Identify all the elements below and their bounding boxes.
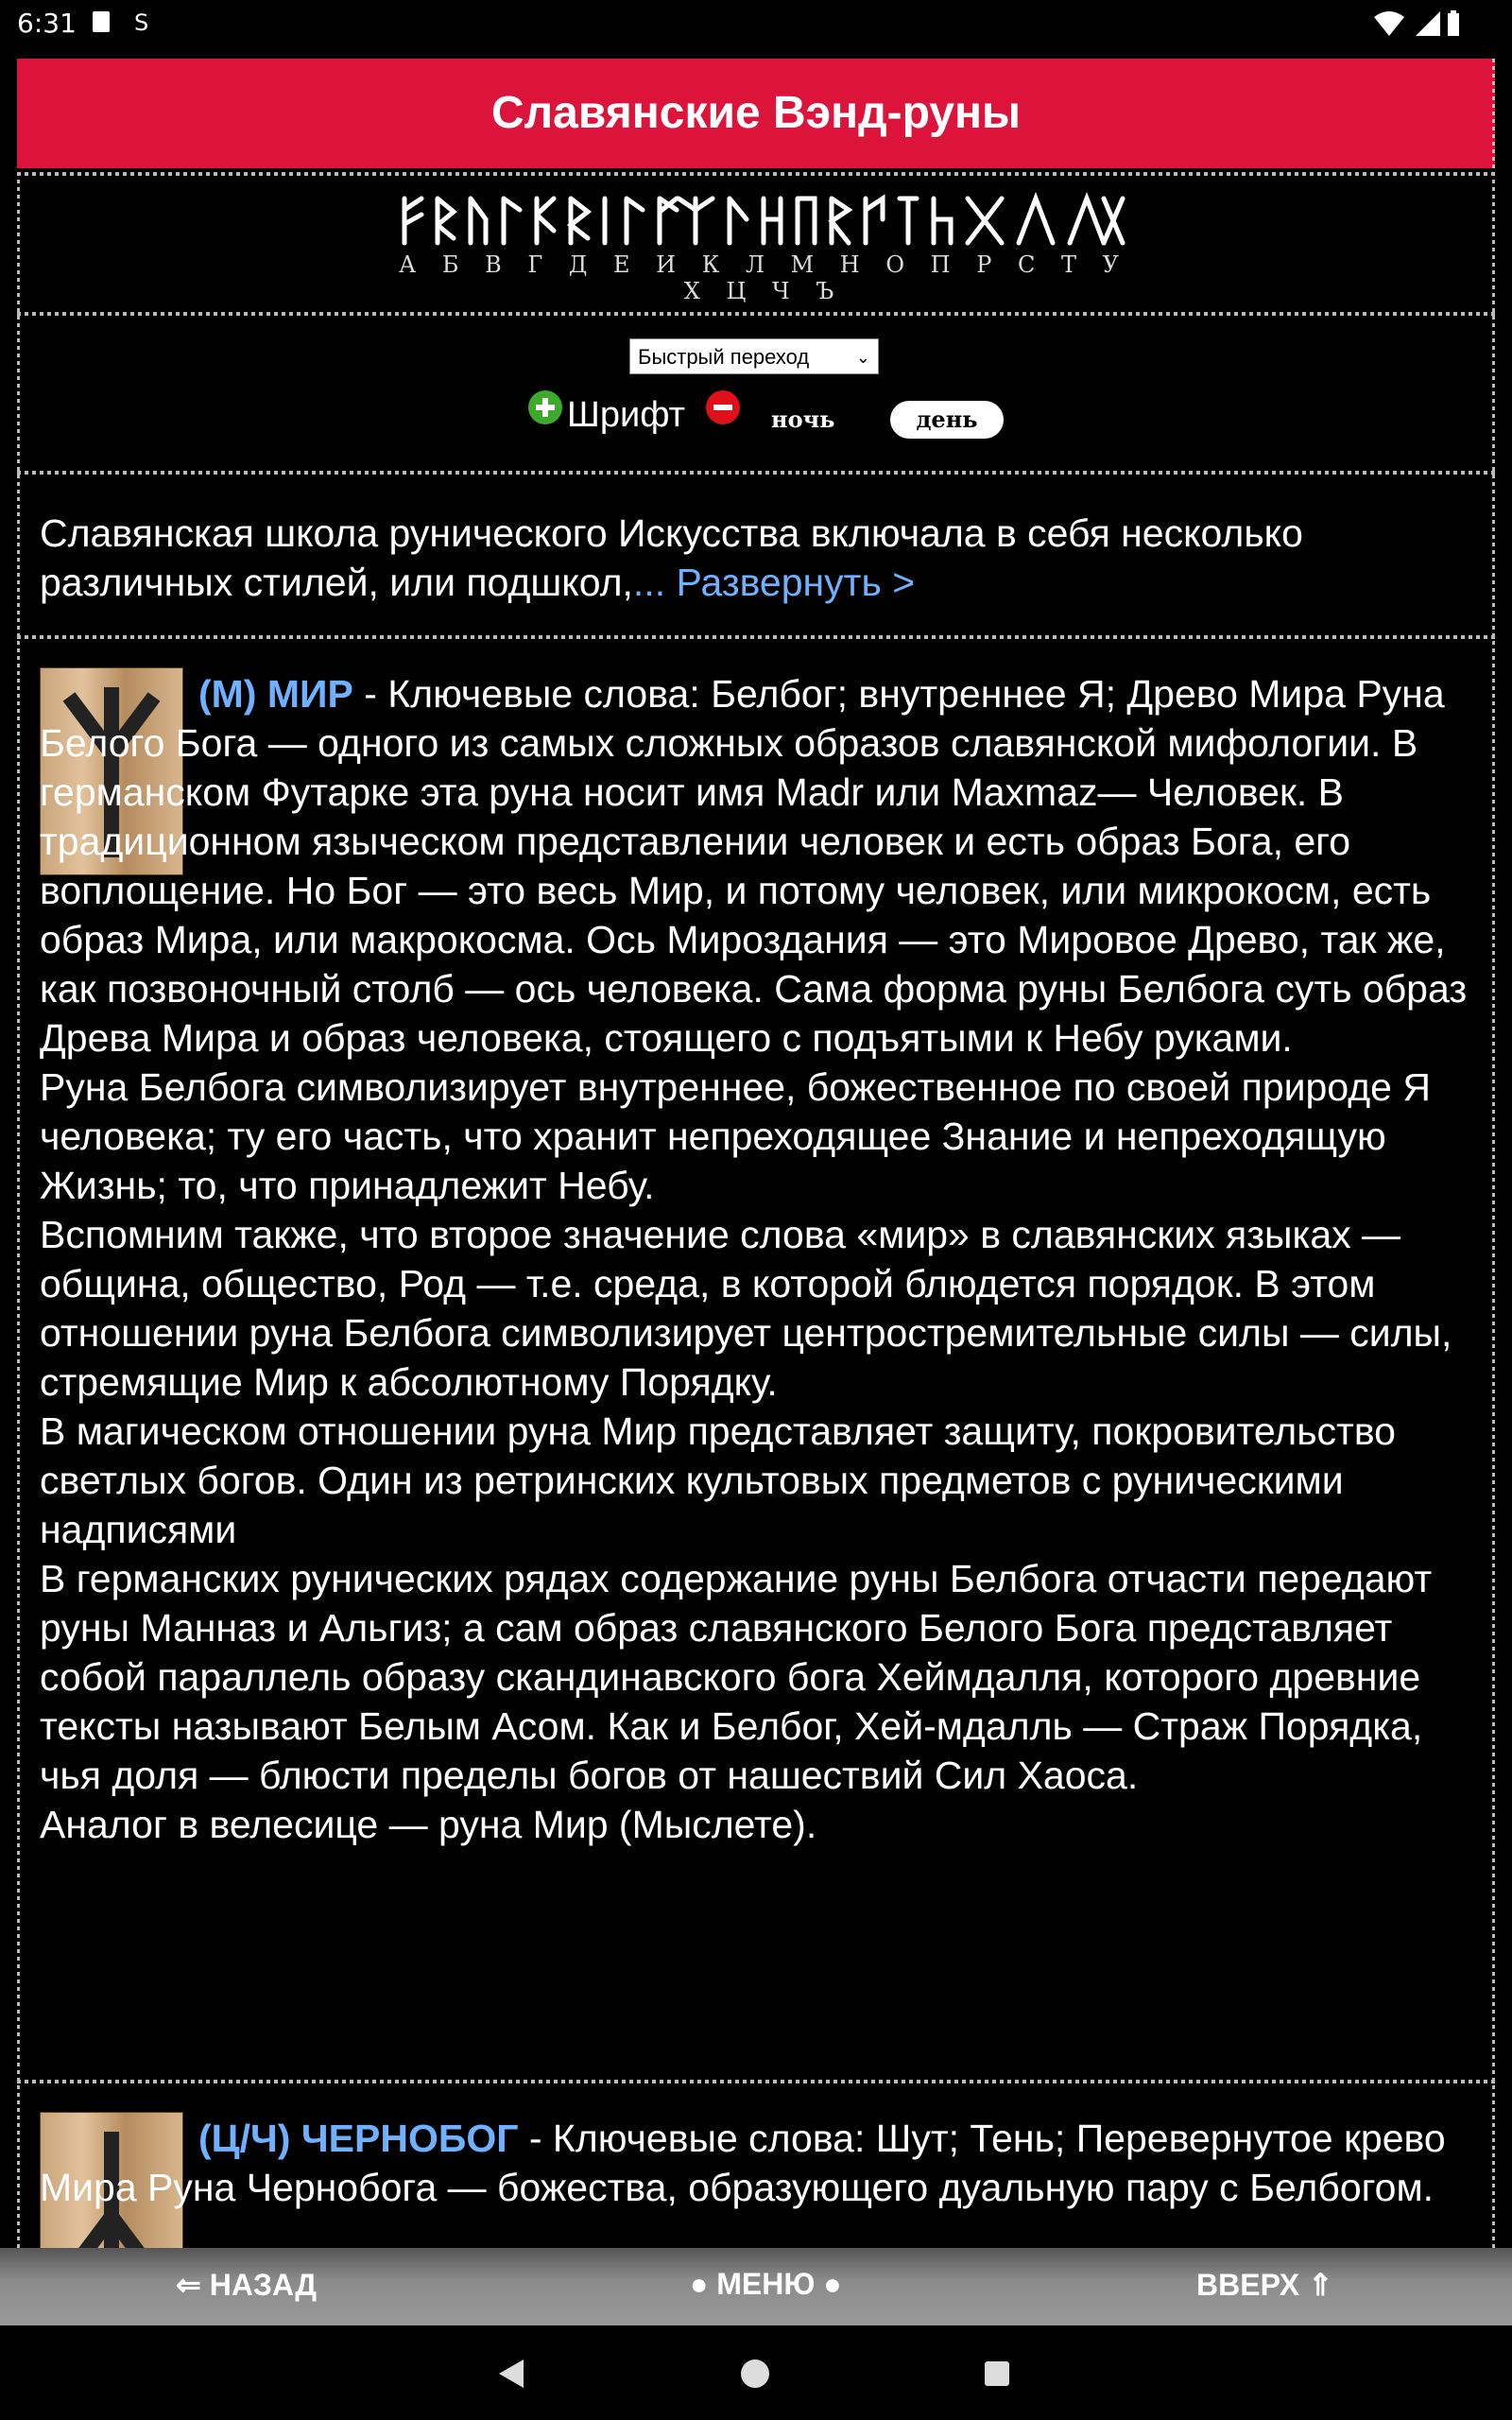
article-body: - Ключевые слова: Шут; Тень; Перевернутое крево Мира Руна Чернобога — божества, образующего дуальную пару с Белбогом. — [40, 2117, 1446, 2209]
back-triangle-icon[interactable] — [495, 2358, 527, 2390]
divider — [17, 635, 1495, 639]
system-nav-bar — [0, 2325, 1512, 2420]
font-increase-icon[interactable] — [527, 389, 563, 425]
article-chernobog — [40, 2114, 1486, 2212]
article-heading[interactable]: (Ц/Ч) ЧЕРНОБОГ — [198, 2117, 519, 2160]
home-circle-icon[interactable] — [739, 2358, 771, 2390]
intro-text — [40, 509, 1457, 607]
article-paragraph: Руна Белбога символизирует внутреннее, божественное по своей природе Я человека; ту его часть, что хранит непреходящее Знание и непреходящую Жизнь; то, что принадлежит Небу. — [40, 1065, 1431, 1207]
wifi-icon — [1372, 9, 1406, 38]
expand-link[interactable]: ... Развернуть > — [632, 561, 916, 604]
night-mode-button[interactable]: ночь — [771, 406, 835, 433]
rune-latin-legend: А Б В Г Д Е И К Л М Н О П Р С Т У Х Ц Ч Ъ — [399, 251, 1128, 304]
runes-banner — [386, 191, 1142, 304]
article-heading[interactable]: (М) МИР — [198, 672, 353, 716]
quick-nav-select[interactable] — [629, 338, 879, 374]
day-mode-button[interactable]: день — [890, 401, 1004, 439]
article-paragraph: Вспомним также, что второе значение слова «мир» в славянских языках — община, общество, Род — т.е. среда, в которой блюдется порядок. В этом отношении руна Белбога символизирует центростремительные силы — силы, стремящие Мир к абсолютному Порядку. — [40, 1213, 1452, 1404]
divider — [17, 2080, 1495, 2083]
divider — [17, 172, 1495, 176]
article-paragraph: В германских рунических рядах содержание руны Белбога отчасти передают руны Манназ и Альгиз; а сам образ славянского Белого Бога представляет собой параллель образу скандинавского бога Хеймдалля, которого древние тексты называют Белым Асом. Как и Белбог, Хей-мдалль — Страж Порядка, чья доля — блюсти пределы богов от нашествий Сил Хаоса. — [40, 1557, 1433, 1797]
rune-alphabet-image — [395, 191, 1132, 248]
quick-nav-label: Быстрый переход — [638, 345, 810, 369]
back-button[interactable]: ⇐ НАЗАД — [176, 2268, 318, 2302]
font-decrease-icon[interactable] — [705, 389, 741, 425]
article-body: - Ключевые слова: Белбог; внутреннее Я; Древо Мира Руна Белого Бога — одного из самых сложных образов славянской мифологии. В германском Футарке эта руна носит имя Madr или Maxmaz— Человек. В традиционном языческом представлении человек и есть образ Бога, его воплощение. Но Бог — это весь Мир, и потому человек, или микрокосм, есть образ Мира, или макрокосма. Ось Мироздания — это Мировое Древо, так же, как позвоночный столб — ось человека. Сама форма руны Белбога суть образ Древа Мира и образ человека, стоящего с подъятыми к Небу руками. — [40, 672, 1468, 1060]
chevron-down-icon: ⌄ — [855, 348, 870, 367]
battery-icon — [1446, 9, 1461, 38]
recents-square-icon[interactable] — [983, 2360, 1011, 2388]
svg-text:S: S — [134, 9, 149, 36]
page-title: Славянские Вэнд-руны — [17, 59, 1495, 168]
status-time: 6:31 — [17, 8, 77, 39]
font-label: Шрифт — [567, 395, 686, 435]
sd-card-icon — [91, 9, 112, 34]
menu-button[interactable]: ● МЕНЮ ● — [690, 2267, 842, 2301]
page-frame — [17, 59, 1495, 2248]
up-button[interactable]: ВВЕРХ ⇑ — [1196, 2268, 1333, 2302]
divider — [17, 471, 1495, 475]
signal-icon — [1414, 9, 1442, 38]
article-paragraph: Аналог в велесице — руна Мир (Мыслете). — [40, 1803, 817, 1846]
article-paragraph: В магическом отношении руна Мир представляет защиту, покровительство светлых богов. Один из ретринских культовых предметов с руническими надписями — [40, 1409, 1396, 1551]
sync-icon — [132, 9, 157, 36]
bottom-nav-bar — [0, 2248, 1512, 2325]
intro-body: Славянская школа рунического Искусства включала в себя несколько различных стилей, или подшкол, — [40, 511, 1303, 604]
font-controls — [527, 389, 1019, 446]
article-mir — [40, 669, 1486, 1849]
status-bar — [0, 0, 1512, 47]
divider — [17, 312, 1495, 316]
